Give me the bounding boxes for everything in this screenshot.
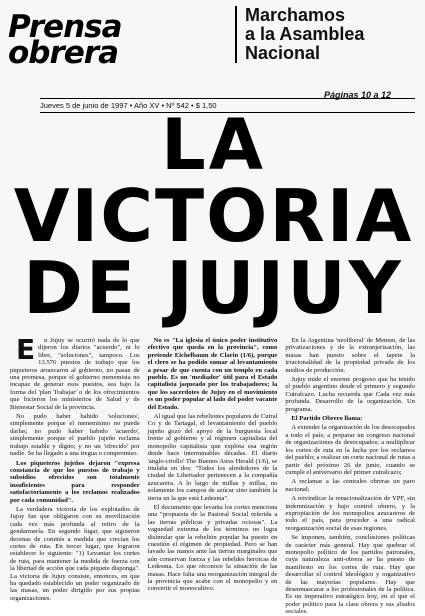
paragraph: No es "La iglesia el único poder institutivo efectivo que queda en la provincia", como pretende Eichelbaum de Clarín (1/6), porque el clero se ha podido sumar al levantamiento a pesar de que cuenta con un templo en cada pueblo. Es un 'mediador' útil para el Estado capitalista jaqueado por los trabajadores; la que los sacerdotes de Jujuy en el movimiento es un poder popular al lado del poder vacante del Estado.	[147, 337, 278, 411]
article-column-1	[10, 333, 140, 602]
masthead-line1: Prensa	[8, 9, 122, 45]
article-column-3	[285, 337, 416, 616]
article-body	[10, 333, 416, 616]
big-title-line2: VICTORIA	[13, 174, 414, 258]
paragraph: Al igual que las rebeliones populares de Cutral Co y de Tartagal, el levantamiento del pueblo jujeño gozó del apoyo de la burguesía local frente al gobierno y al régimen capitalista del monopolio capitalista que explota esa región desde hace interminables décadas. El diario 'anglo-criollo' The Buenos Aires Herald (1/6), se titulaba en dos: "Todos los alrededores de la ciudad de Libertador pertenecen a la compañía azucarera. A lo largo de millas y millas, no solamente los campos de azúcar sino también la tierra en la que está Ledesma".	[147, 413, 278, 502]
paragraph: La verdadera victoria de los explotados de Jujuy fue que obligaron con su movilización cada vez más profunda al retiro de la gendarmería. En segundo lugar, que siguieron decenas de comités a medida que crecían los cortes de ruta. En tercer lugar, que lograron establecer lo siguiente: "1) Levantar los cortes de ruta, para mantener la medida de fuerza con la libertad de acción que cada piquete disponga". La victoria de Jujuy consiste, entonces, en que ha quedado establecido un poder organizado de las masas, un poder dirigido por sus propias organizaciones.	[10, 505, 140, 602]
drop-cap: E	[16, 333, 36, 366]
paragraph: El documento que levanta los cortes menciona una "propuesta de la Pastoral Social referida a las tierras públicas y privadas ociosas". La vaguedad extrema de los términos no logra disimular que la rebelión popular ha puesto en cuestión el régimen de propiedad. Pero se han lavado las manos ante las tierras marginales que aún conservan fuerza y las rebeldes heroicas de Ledesma. Lo que reconoce la situación de las masas. Hace falta una reorganización integral de la provincia que acabe con el monopolio y en convertir el monocultivo.	[147, 503, 278, 593]
paragraph: No pudo haber habido 'soluciones', simplemente porque el menemismo no puede darlas; no pudo haber habido 'acuerdo', simplemente porque el pueblo jujeño reclama trabajo estable y digno; y no un 'ofrecido' por nadie. Se ha llegado a una tregua o compromiso.	[10, 413, 140, 458]
cover-headline-line1: Marchamos	[245, 5, 346, 25]
paragraph: A reivindicar la renacionalización de YPF, sin indemnización y bajo control obrero, y la expropiación de los monopolios azucareros de todo el país, para proceder a una radical reorganización social de esas regiones.	[285, 495, 416, 532]
masthead-logo	[8, 9, 122, 71]
paragraph: Jujuy mide el enorme progreso que ha tenido el pueblo argentino desde el primero y segundo Cutralcazo. Lucha recuerda que Cada vez más profunda. Desarrollo de la organización. Un programa.	[285, 376, 416, 413]
paragraph: Se imponen, también, conclusiones políticas de carácter más general. Hay que quebrar el monopolio político de los partidos patronales, cuya naturaleza anti-obrera se ha puesto de manifiesto en los cortes de ruta. Hay que desarrollar el control ideológico y organizativo de las mayorías populares. Hay que desenmascarar a los profesionales de la política. Es un imperativo estratégico hoy, en el que el poder político para la clase obrera y sus aliados sociales.	[285, 534, 416, 616]
paragraph: A reclamar a las centrales obreras un paro nacional;	[285, 478, 416, 493]
big-title-line3: DE JUJUY	[23, 246, 404, 330]
dateline: Jueves 5 de junio de 1997 • Año XV • Nº 542 • $ 1,50	[40, 98, 415, 113]
paragraph: Los piqueteros jujeños dejaron "expresa constancia de que los puestos de trabajo y subsidios ofrecidos son totalmente insuficientes para responder satisfactoriamente a los reclamos realizados por cada comunidad".	[10, 459, 140, 504]
paragraph: A extender la organización de los desocupados a todo el país; a preparar un congreso nacional de organizaciones de desocupados; a multiplicar los cortes de ruta en la lucha por los reclamos del pueblo; a realizar un corte nacional de rutas a partir del próximo 26 de junio, cuando se cumple el aniversario del primer cutralcazo;	[285, 424, 416, 476]
pages-reference: Páginas 10 a 12	[324, 90, 392, 100]
cover-headline-line3: Nacional	[245, 43, 321, 63]
cover-headline-line2: a la Asamblea	[245, 24, 365, 44]
paragraph: n Jujuy se ocurrió nada de lo que dijeron los diarios "acuerdo", ni lo libre, "soluciones", tampoco. Los 13.576 puestos de trabajo que los piqueteros arrancaron al gobierno, no pasan de una promesa, porque el gobierno menemista no incapaz de generar esos puestos, sea bajo la forma del 'plan Trabajar' o de los ofrecimientos que hicieron los ministerios de Salud y de Bienestar Social de la provincia.	[10, 337, 140, 411]
masthead-line2: obrera	[8, 35, 119, 71]
article-column-2	[148, 337, 278, 595]
paragraph: En la Argentina 'neoliberal' de Menem, de las privatizaciones y de la extranjerización, las masas han puesto sobre el tapete la irracionalidad de la propiedad privada de los medios de producción.	[285, 337, 416, 374]
big-title-line1: LA	[161, 104, 266, 186]
subheading: El Partido Obrero llama:	[291, 415, 363, 423]
cover-headline	[235, 6, 425, 63]
